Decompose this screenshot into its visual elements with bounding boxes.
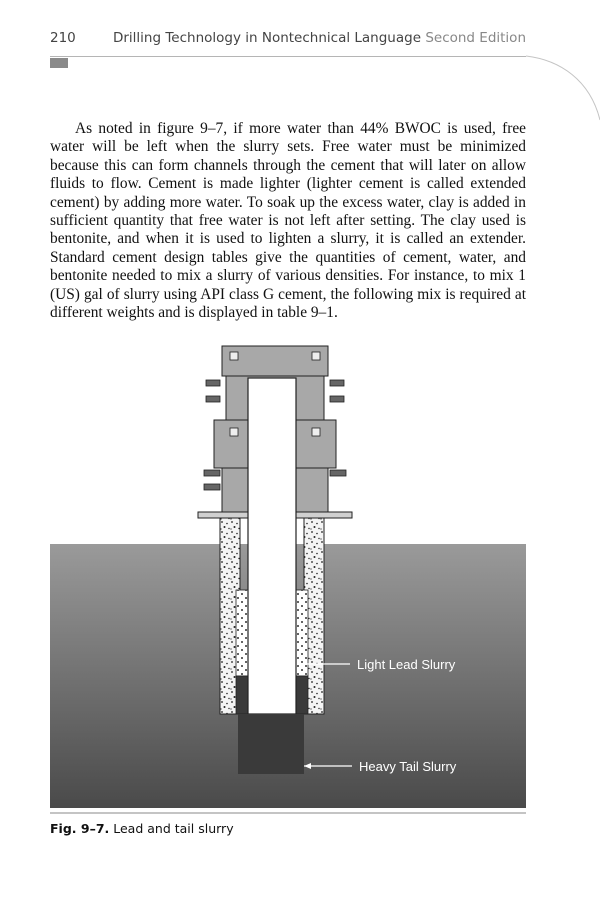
light-lead-label: Light Lead Slurry (357, 657, 456, 672)
caption-label: Fig. 9–7. (50, 821, 110, 836)
inner-casing (248, 378, 296, 714)
page-number: 210 (50, 30, 76, 46)
book-title: Drilling Technology in Nontechnical Language (112, 30, 422, 46)
caption-text: Lead and tail slurry (113, 821, 234, 836)
tail-slurry-zone (238, 714, 304, 774)
edition-label: Second Edition (425, 30, 526, 46)
heavy-tail-label: Heavy Tail Slurry (359, 759, 457, 774)
body-paragraph: As noted in figure 9–7, if more water than 44% BWOC is used, free water will be left when the slurry sets. Free water must be minimized because this can form channels through the cement that will later on allow fluids to flow. Cement is made lighter (lighter cement is called extended cement) by adding more water. To soak up the excess water, clay is added in sufficient quantity that free water is not left after setting. The clay used is bentonite, and when it is used to lighten a slurry, it is called an extender. Standard cement design tables give the quantities of cement, water, and bentonite needed to mix a slurry of various densities. For instance, to mix 1 (US) gal of slurry using API class G cement, the following mix is required at different weights and is displayed in table 9–1. (50, 120, 526, 322)
figure-caption (50, 821, 234, 836)
